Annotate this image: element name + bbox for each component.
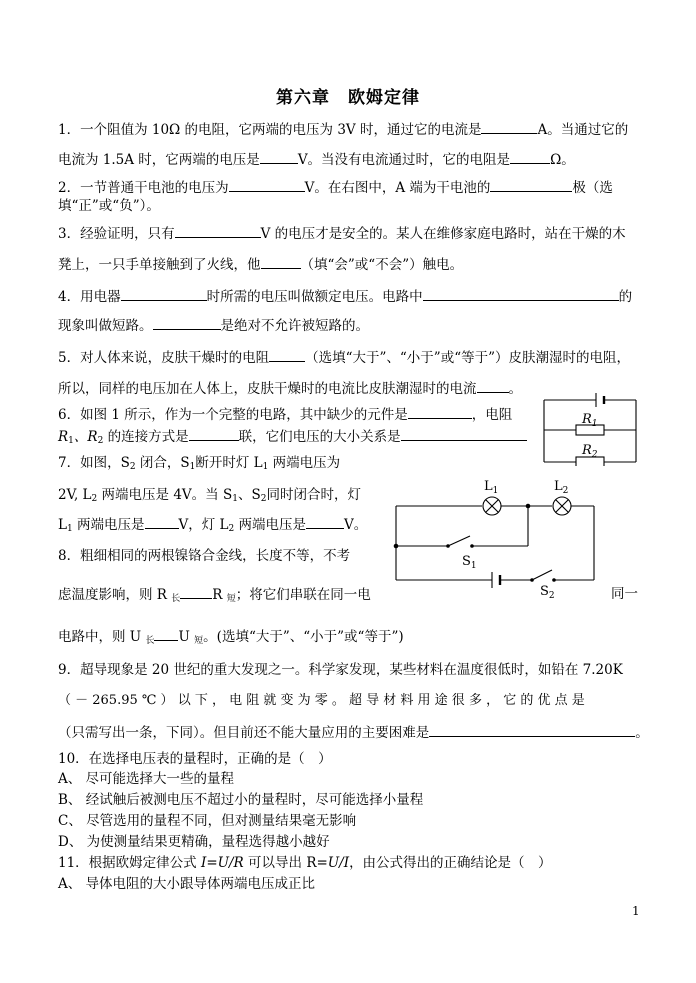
- q10-option-d[interactable]: D、 为使测量结果更精确，量程选得越小越好: [58, 834, 330, 850]
- q7-blank-l2-voltage[interactable]: [306, 515, 344, 529]
- q11-formula: U/I: [327, 855, 350, 871]
- q3-text: V 的电压才是安全的。某人在维修家庭电路时，站在干燥的木: [260, 226, 626, 242]
- q7-text: 断开时灯 L: [195, 455, 263, 471]
- q4-text: 是绝对不允许被短路的。: [220, 318, 369, 334]
- q2-blank-pole[interactable]: [490, 178, 572, 192]
- figure-2-circuit: [388, 474, 602, 602]
- q6-blank-relation[interactable]: [401, 427, 527, 441]
- q7-text: 两端电压是: [72, 517, 145, 533]
- q7-text: 两端电压为: [268, 455, 341, 471]
- q7-text: 两端电压是 4V。当 S: [97, 487, 233, 503]
- q8-text: 虑温度影响，则 R: [58, 587, 172, 603]
- q4-blank-device[interactable]: [121, 287, 207, 301]
- q7-line-2: [58, 486, 361, 504]
- q9-line-1: 9．超导现象是 20 世纪的重大发现之一。科学家发现，某些材料在温度很低时，如铅在 7.20K: [58, 662, 623, 678]
- switch-s1[interactable]: [448, 536, 470, 546]
- q3-blank-voltage[interactable]: [175, 224, 261, 238]
- q11-text: 11．根据欧姆定律公式: [58, 855, 201, 871]
- q7-subscript: 2: [228, 524, 235, 534]
- q1-blank-resistance[interactable]: [510, 150, 550, 164]
- switch-contact: [470, 544, 474, 548]
- q7-line-1: [58, 454, 340, 472]
- q8-text: U: [178, 629, 195, 645]
- q8-line-2: [58, 585, 371, 604]
- q8-subscript: 长: [171, 594, 181, 604]
- q4-text: 4．用电器: [58, 289, 121, 305]
- q6-line-2: [58, 427, 527, 446]
- q10-option-c[interactable]: C、 尽管选用的量程不同，但对测量结果毫无影响: [58, 813, 357, 829]
- q4-line-1: [58, 287, 632, 306]
- q7-text: 闭合，S: [135, 455, 190, 471]
- q7-text: V。: [344, 517, 368, 533]
- q1-blank-current[interactable]: [481, 120, 537, 134]
- q7-subscript: 2: [129, 462, 136, 472]
- q9-text: （只需写出一条，下同）。但目前还不能大量应用的主要困难是: [58, 725, 430, 741]
- q11-text: 可以导出 R=: [243, 855, 328, 871]
- q5-line-2: [58, 379, 522, 398]
- switch-s2[interactable]: [532, 570, 552, 580]
- q3-line-1: [58, 224, 626, 243]
- q2-line-2: 填“正”或“负”）。: [58, 198, 160, 214]
- q1-line-1: [58, 120, 628, 139]
- switch-pivot: [530, 578, 534, 582]
- q2-text: 2．一节普通干电池的电压为: [58, 180, 229, 196]
- fig2-l2-label: $L_2$: [554, 479, 569, 496]
- q7-text: 两端电压是: [234, 517, 307, 533]
- q9-line-3: [58, 723, 649, 742]
- fig2-s2-label: $S_2$: [540, 584, 555, 601]
- q7-subscript: 1: [189, 462, 196, 472]
- q6-line-1: [58, 405, 512, 424]
- q6-subscript: 2: [97, 436, 104, 446]
- junction-dot: [394, 544, 399, 549]
- figure-1-circuit: [540, 390, 640, 466]
- q3-text: 3．经验证明，只有: [58, 226, 175, 242]
- q10-option-b[interactable]: B、 经试触后被测电压不超过小的量程时，尽可能选择小量程: [58, 792, 424, 808]
- q7-text: L: [58, 517, 67, 533]
- q5-blank-compare-1[interactable]: [269, 348, 305, 362]
- q3-text: （填“会”或“不会”）触电。: [300, 257, 464, 273]
- q7-text: 7．如图，S: [58, 455, 130, 471]
- q8-line-2-end: 同一: [611, 586, 638, 602]
- q2-blank-voltage[interactable]: [229, 178, 305, 192]
- q9-text: 。: [635, 725, 649, 741]
- switch-contact: [552, 578, 556, 582]
- q9-blank-difficulty[interactable]: [429, 723, 635, 737]
- q6-text: R: [58, 429, 69, 445]
- q10-stem: 10．在选择电压表的量程时，正确的是（ ）: [58, 751, 332, 767]
- q4-text: 的: [618, 289, 633, 305]
- q7-subscript: 1: [66, 524, 73, 534]
- q11-text: ，由公式得出的正确结论是（ ）: [349, 855, 552, 871]
- q8-blank-resistance[interactable]: [180, 585, 212, 599]
- q7-subscript: 1: [232, 494, 238, 504]
- fig1-r1-label: $R_1$: [582, 412, 598, 429]
- q1-text: A。当通过它的: [537, 122, 629, 138]
- q8-text: R: [212, 587, 227, 603]
- q6-blank-component[interactable]: [408, 405, 472, 419]
- q1-text: 电流为 1.5A 时，它两端的电压是: [58, 152, 260, 168]
- q7-text: 、S: [237, 487, 261, 503]
- q10-option-a[interactable]: A、 尽可能选择大一些的量程: [58, 771, 235, 787]
- q8-subscript: 短: [226, 594, 236, 604]
- q7-text: 2V, L: [58, 487, 92, 503]
- q4-text: 现象叫做短路。: [58, 318, 153, 334]
- fig2-l1-label: $L_1$: [484, 479, 499, 496]
- q8-subscript: 短: [194, 636, 204, 646]
- q8-text: ；将它们串联在同一电: [235, 587, 371, 603]
- q6-text: 的连接方式是: [103, 429, 189, 445]
- q7-subscript: 2: [260, 494, 267, 504]
- q8-line-3: [58, 627, 404, 646]
- fig2-s1-label: $S_1$: [462, 554, 477, 571]
- q8-text: 电路中，则 U: [58, 629, 146, 645]
- q5-text: 5．对人体来说，皮肤干燥时的电阻: [58, 350, 270, 366]
- q5-blank-compare-2[interactable]: [477, 379, 509, 393]
- q7-blank-l1-voltage[interactable]: [145, 515, 179, 529]
- junction-dot: [526, 504, 531, 509]
- q1-text: 1．一个阻值为 10Ω 的电阻，它两端的电压为 3V 时，通过它的电流是: [58, 122, 482, 138]
- q7-subscript: 2: [91, 494, 98, 504]
- q7-text: 同时闭合时，灯: [266, 487, 361, 503]
- q11-formula: I=U/R: [200, 855, 244, 871]
- q6-text: 6．如图 1 所示，作为一个完整的电路，其中缺少的元件是: [58, 407, 408, 423]
- page-number: 1: [632, 904, 640, 918]
- q4-text: 时所需的电压叫做额定电压。电路中: [206, 289, 423, 305]
- q2-text: V。在右图中，A 端为干电池的: [304, 180, 491, 196]
- q6-text: 联，它们电压的大小关系是: [238, 429, 401, 445]
- q9-line-2: （ － 265.95 ℃ ） 以 下 ， 电 阻 就 变 为 零 。 超 导 材 料 用 途 很 多 ， 它 的 优 点 是: [58, 693, 585, 708]
- chapter-title: 第六章 欧姆定律: [276, 88, 420, 108]
- switch-pivot: [446, 544, 450, 548]
- q4-blank-short[interactable]: [153, 316, 221, 330]
- q11-option-a[interactable]: A、 导体电阻的大小跟导体两端电压成正比: [58, 876, 316, 892]
- q1-line-2: [58, 150, 575, 169]
- q1-text: Ω。: [550, 152, 575, 168]
- q4-line-2: [58, 316, 369, 335]
- q5-text: 所以，同样的电压加在人体上，皮肤干燥时的电流比皮肤潮湿时的电流: [58, 381, 477, 397]
- q5-text: （选填“大于”、“小于”或“等于”）皮肤潮湿时的电阻，: [305, 350, 631, 366]
- q3-text: 凳上，一只手单接触到了火线，他: [58, 257, 261, 273]
- q7-line-3: [58, 515, 367, 534]
- q6-subscript: 1: [68, 436, 74, 446]
- q3-blank-answer[interactable]: [261, 255, 301, 269]
- q6-text: ，电阻: [471, 407, 513, 423]
- q4-blank-circuit[interactable]: [423, 287, 619, 301]
- q1-text: V。当没有电流通过时，它的电阻是: [297, 152, 511, 168]
- q8-line-1: 8．粗细相同的两根镍铬合金线，长度不等，不考: [58, 548, 351, 564]
- q8-blank-voltage[interactable]: [154, 627, 178, 641]
- q7-subscript: 1: [262, 462, 269, 472]
- q2-line-1: [58, 178, 613, 197]
- q1-blank-voltage[interactable]: [260, 150, 298, 164]
- q7-text: V，灯 L: [178, 517, 229, 533]
- q5-line-1: [58, 348, 630, 367]
- q6-text: 、R: [73, 429, 98, 445]
- q3-line-2: [58, 255, 463, 274]
- q5-text: 。: [508, 381, 522, 397]
- q6-blank-connection[interactable]: [189, 427, 239, 441]
- fig1-r2-label: $R_2$: [582, 443, 598, 460]
- resistor-r2: [576, 457, 604, 466]
- q11-stem: [58, 854, 552, 872]
- q2-text: 极（选: [572, 180, 613, 196]
- q8-subscript: 长: [145, 636, 155, 646]
- q8-text: 。(选填“大于”、“小于”或“等于”): [203, 629, 404, 645]
